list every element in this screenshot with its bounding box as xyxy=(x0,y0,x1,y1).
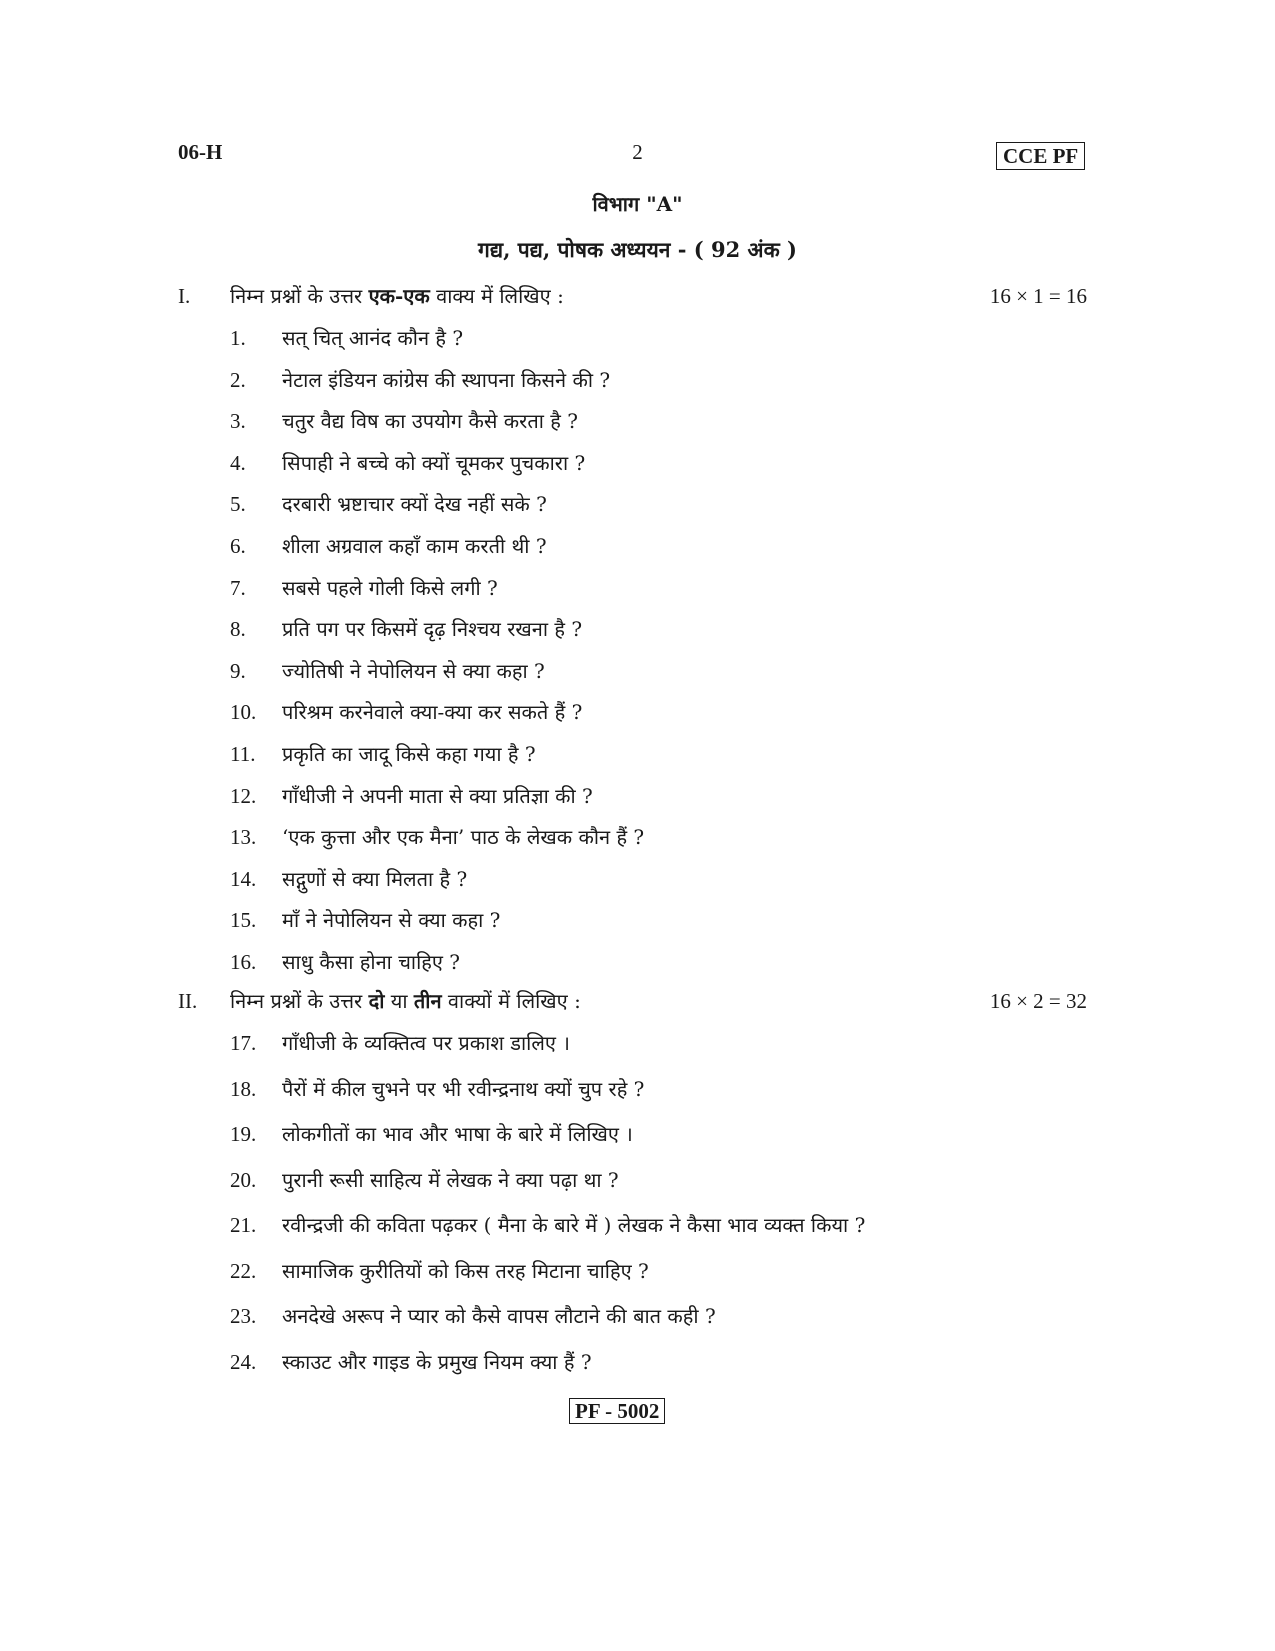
question-item xyxy=(230,1165,1125,1195)
question-text: पैरों में कील चुभने पर भी रवीन्द्रनाथ क्यों चुप रहे ? xyxy=(282,1076,645,1101)
question-number: 11. xyxy=(230,742,256,766)
part-1-heading xyxy=(178,281,1087,311)
question-item xyxy=(230,739,1125,769)
question-number: 4. xyxy=(230,450,246,475)
instruction-text: या xyxy=(384,989,414,1013)
instruction-text: निम्न प्रश्नों के उत्तर xyxy=(230,284,369,308)
question-item xyxy=(230,531,1125,561)
question-item xyxy=(230,614,1125,644)
section-subtitle: गद्य, पद्य, पोषक अध्ययन - ( 92 अंक ) xyxy=(478,237,797,262)
question-item xyxy=(230,573,1125,603)
question-text: साधु कैसा होना चाहिए ? xyxy=(282,950,461,974)
instruction-text: वाक्य में लिखिए : xyxy=(429,284,564,308)
scheme-box: CCE PF xyxy=(996,142,1085,170)
question-text: ज्योतिषी ने नेपोलियन से क्या कहा ? xyxy=(282,658,545,683)
question-item xyxy=(230,1119,1125,1149)
question-number: 13. xyxy=(230,825,257,850)
question-text: स्काउट और गाइड के प्रमुख नियम क्या हैं ? xyxy=(282,1349,592,1374)
question-item xyxy=(230,1347,1125,1377)
page-number: 2 xyxy=(632,140,643,164)
question-number: 14. xyxy=(230,866,257,891)
question-text: सिपाही ने बच्चे को क्यों चूमकर पुचकारा ? xyxy=(282,450,586,475)
question-number: 10. xyxy=(230,700,257,725)
question-text: सत् चित् आनंद कौन है ? xyxy=(282,326,464,350)
footer-code-box: PF - 5002 xyxy=(569,1398,665,1424)
question-number: 21. xyxy=(230,1213,257,1237)
question-text: पुरानी रूसी साहित्य में लेखक ने क्या पढ़ा था ? xyxy=(282,1167,619,1192)
question-text: सबसे पहले गोली किसे लगी ? xyxy=(282,575,498,600)
question-item xyxy=(230,905,1125,935)
part-2-roman: II. xyxy=(178,989,198,1013)
question-number: 1. xyxy=(230,326,246,350)
instruction-text: वाक्यों में लिखिए : xyxy=(441,989,581,1013)
question-item xyxy=(230,1256,1125,1286)
question-number: 12. xyxy=(230,783,257,808)
question-number: 5. xyxy=(230,492,246,517)
question-number: 6. xyxy=(230,534,246,558)
question-item xyxy=(230,697,1125,727)
question-text: चतुर वैद्य विष का उपयोग कैसे करता है ? xyxy=(282,409,578,434)
question-text: नेटाल इंडियन कांग्रेस की स्थापना किसने की ? xyxy=(282,367,611,392)
question-number: 9. xyxy=(230,658,246,683)
question-text: सामाजिक कुरीतियों को किस तरह मिटाना चाहिए ? xyxy=(282,1258,649,1283)
question-text: सद्गुणों से क्या मिलता है ? xyxy=(282,866,468,891)
question-item xyxy=(230,406,1125,436)
question-item xyxy=(230,489,1125,519)
question-text: गाँधीजी के व्यक्तित्व पर प्रकाश डालिए । xyxy=(282,1031,570,1055)
question-text: परिश्रम करनेवाले क्या-क्या कर सकते हैं ? xyxy=(282,700,583,725)
instruction-text: निम्न प्रश्नों के उत्तर xyxy=(230,989,369,1013)
question-item xyxy=(230,1074,1125,1104)
question-text: लोकगीतों का भाव और भाषा के बारे में लिखिए । xyxy=(282,1122,633,1146)
question-number: 7. xyxy=(230,575,246,600)
question-text: प्रकृति का जादू किसे कहा गया है ? xyxy=(282,742,536,766)
question-text: ‘एक कुत्ता और एक मैना’ पाठ के लेखक कौन हैं ? xyxy=(282,825,645,850)
question-text: प्रति पग पर किसमें दृढ़ निश्चय रखना है ? xyxy=(282,617,583,642)
question-number: 22. xyxy=(230,1258,257,1283)
question-item xyxy=(230,947,1125,977)
instruction-emphasis: तीन xyxy=(413,989,442,1013)
part-2-heading xyxy=(178,986,1087,1016)
part-1-marks: 16 × 1 = 16 xyxy=(989,284,1087,308)
question-text: शीला अग्रवाल कहाँ काम करती थी ? xyxy=(282,534,547,558)
question-item xyxy=(230,1301,1125,1331)
question-number: 2. xyxy=(230,367,246,392)
question-item xyxy=(230,864,1125,894)
question-number: 15. xyxy=(230,908,257,933)
question-text: रवीन्द्रजी की कविता पढ़कर ( मैना के बारे में ) लेखक ने कैसा भाव व्यक्त किया ? xyxy=(282,1213,866,1237)
question-number: 24. xyxy=(230,1349,257,1374)
question-item xyxy=(230,323,1125,353)
part-1-instruction xyxy=(230,281,564,311)
question-text: माँ ने नेपोलियन से क्या कहा ? xyxy=(282,908,501,933)
question-number: 18. xyxy=(230,1076,257,1101)
question-number: 17. xyxy=(230,1031,257,1055)
question-text: गाँधीजी ने अपनी माता से क्या प्रतिज्ञा की ? xyxy=(282,783,593,808)
question-item xyxy=(230,365,1125,395)
section-title: विभाग "A" xyxy=(592,192,683,216)
question-item xyxy=(230,448,1125,478)
question-item xyxy=(230,822,1125,852)
question-number: 3. xyxy=(230,409,246,434)
paper-code: 06-H xyxy=(178,140,223,164)
question-item xyxy=(230,1210,1125,1240)
part-2-marks: 16 × 2 = 32 xyxy=(989,989,1087,1013)
question-number: 8. xyxy=(230,617,246,642)
question-item xyxy=(230,1028,1125,1058)
part-2-instruction xyxy=(230,986,581,1016)
question-number: 23. xyxy=(230,1304,257,1328)
question-number: 19. xyxy=(230,1122,257,1146)
question-number: 16. xyxy=(230,950,257,974)
instruction-emphasis: दो xyxy=(368,989,385,1013)
instruction-emphasis: एक-एक xyxy=(368,284,430,308)
question-item xyxy=(230,656,1125,686)
question-number: 20. xyxy=(230,1167,257,1192)
part-1-roman: I. xyxy=(178,284,191,308)
question-text: दरबारी भ्रष्टाचार क्यों देख नहीं सके ? xyxy=(282,492,547,517)
question-item xyxy=(230,781,1125,811)
question-text: अनदेखे अरूप ने प्यार को कैसे वापस लौटाने की बात कही ? xyxy=(282,1304,716,1328)
